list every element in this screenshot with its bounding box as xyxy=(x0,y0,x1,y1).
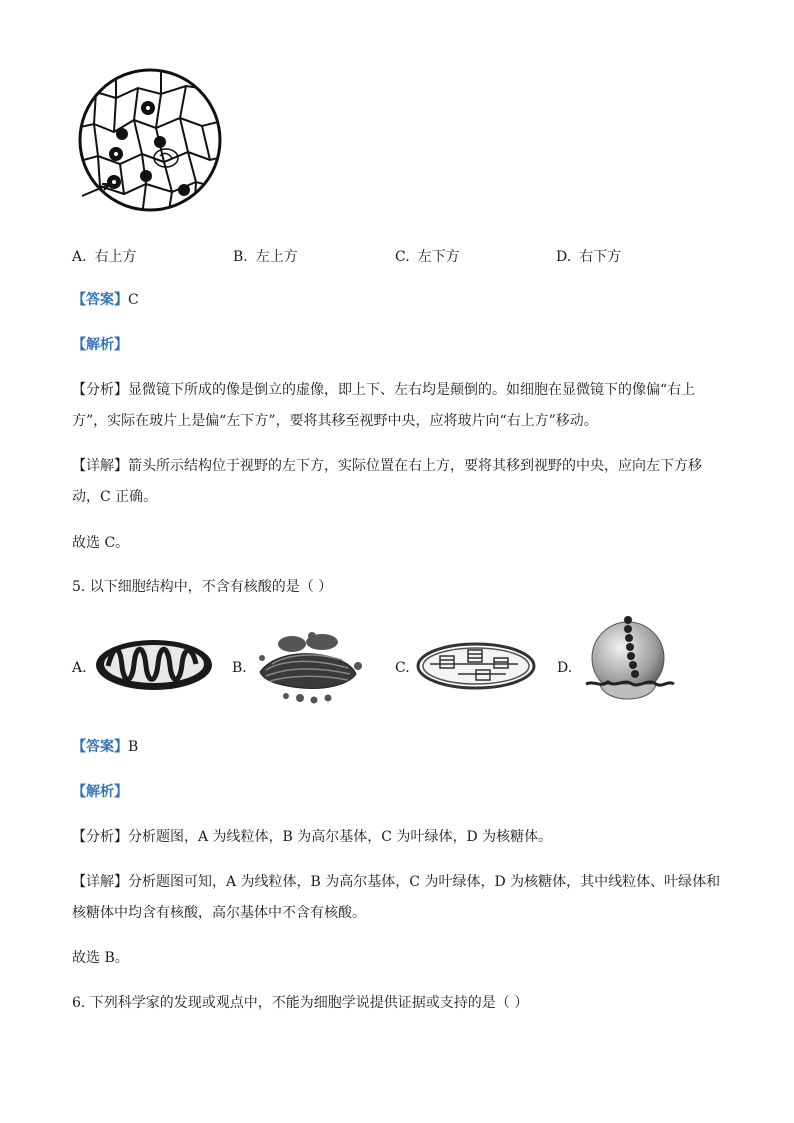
option-text: 右下方 xyxy=(579,249,622,265)
option-text: 左下方 xyxy=(417,249,460,265)
xiangjie-text: 箭头所示结构位于视野的左下方，实际位置在右上方，要将其移到视野的中央，应向左下方移 xyxy=(128,458,702,474)
q4-xiangjie-line1 xyxy=(72,456,702,476)
conclusion-text: 故选 C。 xyxy=(72,535,130,551)
q5-question xyxy=(72,577,332,597)
fenxi-text: 方”，实际在玻片上是偏“左下方”，要将其移至视野中央，应将玻片向“右上方”移动。 xyxy=(72,413,598,429)
q5-option-b-label: B. xyxy=(232,660,247,676)
option-label: B. xyxy=(233,249,248,265)
xiangjie-tag: 【详解】 xyxy=(72,458,128,474)
q4-jiexi xyxy=(72,335,128,355)
q6-question xyxy=(72,993,528,1013)
option-d xyxy=(556,247,621,267)
q5-xiangjie-line2 xyxy=(72,903,366,923)
answer-tag: 【答案】 xyxy=(72,292,128,308)
xiangjie-text: 核糖体中均含有核酸，高尔基体中不含有核酸。 xyxy=(72,905,366,921)
option-label: D. xyxy=(556,249,572,265)
q5-conclusion xyxy=(72,948,129,968)
option-c xyxy=(395,247,460,267)
q4-fenxi-line2 xyxy=(72,411,598,431)
q5-option-c-label: C. xyxy=(395,660,410,676)
q5-option-a-label: A. xyxy=(72,660,87,676)
q5-jiexi xyxy=(72,782,128,802)
xiangjie-text: 分析题图可知，A 为线粒体，B 为高尔基体，C 为叶绿体，D 为核糖体，其中线粒体、叶绿体和 xyxy=(128,874,721,890)
conclusion-text: 故选 B。 xyxy=(72,950,129,966)
q5-xiangjie-line1 xyxy=(72,872,720,892)
q5-option-d-label: D. xyxy=(557,660,573,676)
jiexi-tag: 【解析】 xyxy=(72,337,128,353)
option-text: 右上方 xyxy=(94,249,137,265)
ribosome-image xyxy=(580,612,676,712)
golgi-apparatus-image xyxy=(252,628,364,706)
mitochondrion-image xyxy=(92,636,216,694)
fenxi-tag: 【分析】 xyxy=(72,382,128,398)
answer-value: C xyxy=(128,292,139,308)
option-label: A. xyxy=(72,249,87,265)
xiangjie-tag: 【详解】 xyxy=(72,874,128,890)
q4-answer xyxy=(72,290,139,310)
option-a xyxy=(72,247,137,267)
q4-fenxi-line1 xyxy=(72,380,695,400)
chloroplast-image xyxy=(414,640,538,692)
option-text: 左上方 xyxy=(255,249,298,265)
fenxi-text: 显微镜下所成的像是倒立的虚像，即上下、左右均是颠倒的。如细胞在显微镜下的像偏“右上 xyxy=(128,382,696,398)
option-label: C. xyxy=(395,249,410,265)
q4-xiangjie-line2 xyxy=(72,487,157,507)
fenxi-text: 分析题图，A 为线粒体，B 为高尔基体，C 为叶绿体，D 为核糖体。 xyxy=(128,829,553,845)
answer-tag: 【答案】 xyxy=(72,739,128,755)
xiangjie-text: 动，C 正确。 xyxy=(72,489,158,505)
question-text: 6. 下列科学家的发现或观点中，不能为细胞学说提供证据或支持的是（ ） xyxy=(72,995,529,1011)
option-b xyxy=(233,247,298,267)
question-text: 5. 以下细胞结构中，不含有核酸的是（ ） xyxy=(72,579,333,595)
jiexi-tag: 【解析】 xyxy=(72,784,128,800)
microscope-field-figure xyxy=(76,66,226,216)
q5-fenxi-line1 xyxy=(72,827,552,847)
answer-value: B xyxy=(128,739,139,755)
fenxi-tag: 【分析】 xyxy=(72,829,128,845)
q4-conclusion xyxy=(72,533,129,553)
q5-answer xyxy=(72,737,138,757)
